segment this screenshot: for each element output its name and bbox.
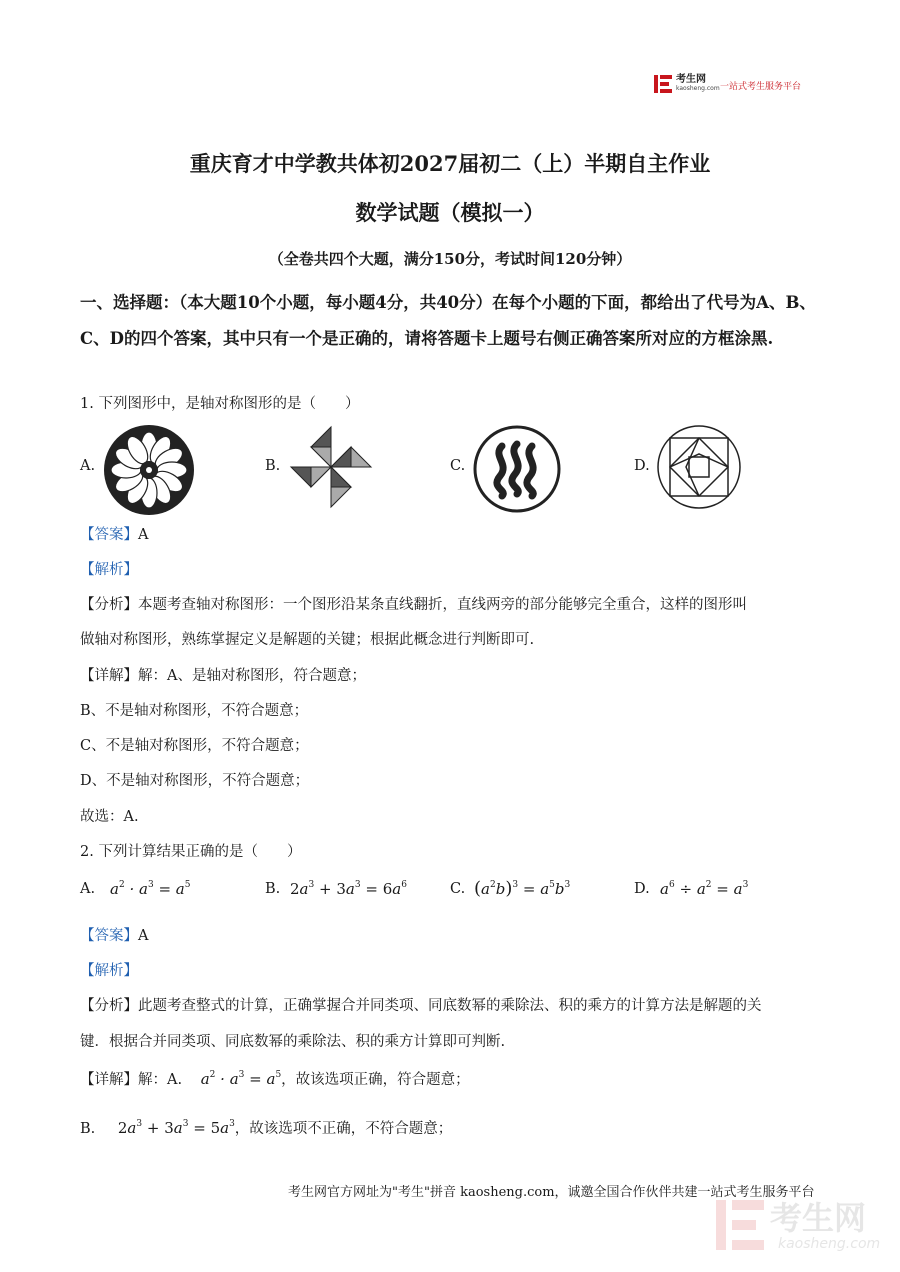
q1-stem: 1. 下列图形中，是轴对称图形的是（ ） [80, 396, 360, 412]
q1-fenxi-line1 [80, 593, 747, 614]
q1-figure-b-pinwheel-icon [287, 424, 375, 510]
q2-detail-a-prefix: 解：A. [138, 1072, 183, 1088]
q1-answer [80, 523, 148, 544]
section-heading: 一、选择题：（本大题10个小题，每小题4分，共40分）在每个小题的下面，都给出了代号为A、B、C、D的四个答案，其中只有一个是正确的，请将答题卡上题号右侧正确答案所对应的方框涂黑. [80, 293, 816, 348]
q2-fenxi-tag: 【分析】 [80, 998, 138, 1014]
q2-option-a-formula: $a^2 \cdot a^3 = a^5$ [110, 880, 191, 898]
q1-option-c-label: C. [450, 458, 466, 474]
footer-text: 考生网官方网址为"考生"拼音 kaosheng.com，诚邀全国合作伙伴共建一站式考生服务平台 [288, 1185, 815, 1200]
q2-detail-b-prefix: B. [80, 1121, 96, 1137]
q2-detail-b-suffix: ，故该选项不正确，不符合题意； [234, 1121, 453, 1137]
watermark-logo-icon [716, 1200, 764, 1250]
q1-figure-c-hot-spring-icon [472, 424, 562, 514]
q2-detail-b-formula: $2a^3 + 3a^3 = 5a^3$ [117, 1119, 235, 1137]
q1-detail-line1 [80, 664, 366, 685]
q2-option-c-formula: $(a^2b)^3 = a^5b^3$ [474, 878, 571, 899]
exam-info: （全卷共四个大题，满分150分，考试时间120分钟） [268, 250, 632, 268]
exam-subject-title: 数学试题（模拟一） [355, 200, 545, 225]
q1-answer-tag: 【答案】 [80, 527, 138, 543]
q2-option-b-formula: $2a^3 + 3a^3 = 6a^6$ [290, 880, 407, 898]
q2-fenxi-text1: 此题考查整式的计算，正确掌握合并同类项、同底数幂的乘除法、积的乘方的计算方法是解题的关 [138, 998, 762, 1014]
q1-conclusion: 故选：A. [80, 809, 139, 825]
watermark-name: 考生网 [770, 1199, 867, 1237]
q2-option-b-label: B. [265, 881, 281, 897]
q1-figure-d-square-in-circle-icon [656, 424, 742, 510]
q2-fenxi-line1 [80, 994, 762, 1015]
logo-slogan: 一站式考生服务平台 [720, 82, 802, 92]
q2-option-d-label: D. [634, 881, 650, 897]
q1-fenxi-line2: 做轴对称图形，熟练掌握定义是解题的关键；根据此概念进行判断即可. [80, 632, 535, 648]
q1-figure-a-wheel-icon [102, 423, 196, 517]
q2-analysis-tag: 【解析】 [80, 963, 138, 979]
q2-option-c-label: C. [450, 881, 466, 897]
q2-detail-a [80, 1068, 470, 1089]
q1-detail-line2: B、不是轴对称图形，不符合题意； [80, 703, 309, 719]
q1-option-a-label: A. [80, 458, 96, 474]
q2-stem: 2. 下列计算结果正确的是（ ） [80, 844, 302, 860]
watermark [716, 1199, 881, 1256]
q1-answer-value: A [138, 527, 149, 543]
logo-name: 考生网 [676, 74, 706, 85]
q1-detail-line3: C、不是轴对称图形，不符合题意； [80, 738, 309, 754]
q2-answer [80, 924, 148, 945]
q1-detail-text1: 解：A、是轴对称图形，符合题意； [138, 668, 366, 684]
q2-detail-b [80, 1117, 452, 1138]
q2-detail-a-formula: $a^2 \cdot a^3 = a^5$ [200, 1070, 282, 1088]
q1-fenxi-text1: 本题考查轴对称图形：一个图形沿某条直线翻折，直线两旁的部分能够完全重合，这样的图形叫 [138, 597, 747, 613]
q1-option-d-label: D. [634, 458, 650, 474]
q1-detail-tag: 【详解】 [80, 668, 138, 684]
q2-answer-value: A [138, 928, 149, 944]
kaosheng-logo-icon [654, 75, 672, 93]
q2-option-a-label: A. [80, 881, 96, 897]
q2-answer-tag: 【答案】 [80, 928, 138, 944]
q2-option-d-formula: $a^6 \div a^2 = a^3$ [660, 880, 749, 898]
q1-analysis-tag: 【解析】 [80, 562, 138, 578]
watermark-domain: kaosheng.com [778, 1236, 881, 1252]
q1-fenxi-tag: 【分析】 [80, 597, 138, 613]
q2-detail-tag: 【详解】 [80, 1072, 138, 1088]
header-logo [654, 74, 824, 96]
exam-title: 重庆育才中学教共体初2027届初二（上）半期自主作业 [189, 151, 711, 176]
q2-detail-a-suffix: ，故该选项正确，符合题意； [281, 1072, 470, 1088]
q2-fenxi-line2: 键．根据合并同类项、同底数幂的乘除法、积的乘方计算即可判断. [80, 1034, 506, 1050]
logo-domain: kaosheng.com [676, 85, 720, 92]
q1-option-b-label: B. [265, 458, 281, 474]
q1-detail-line4: D、不是轴对称图形，不符合题意； [80, 773, 310, 789]
